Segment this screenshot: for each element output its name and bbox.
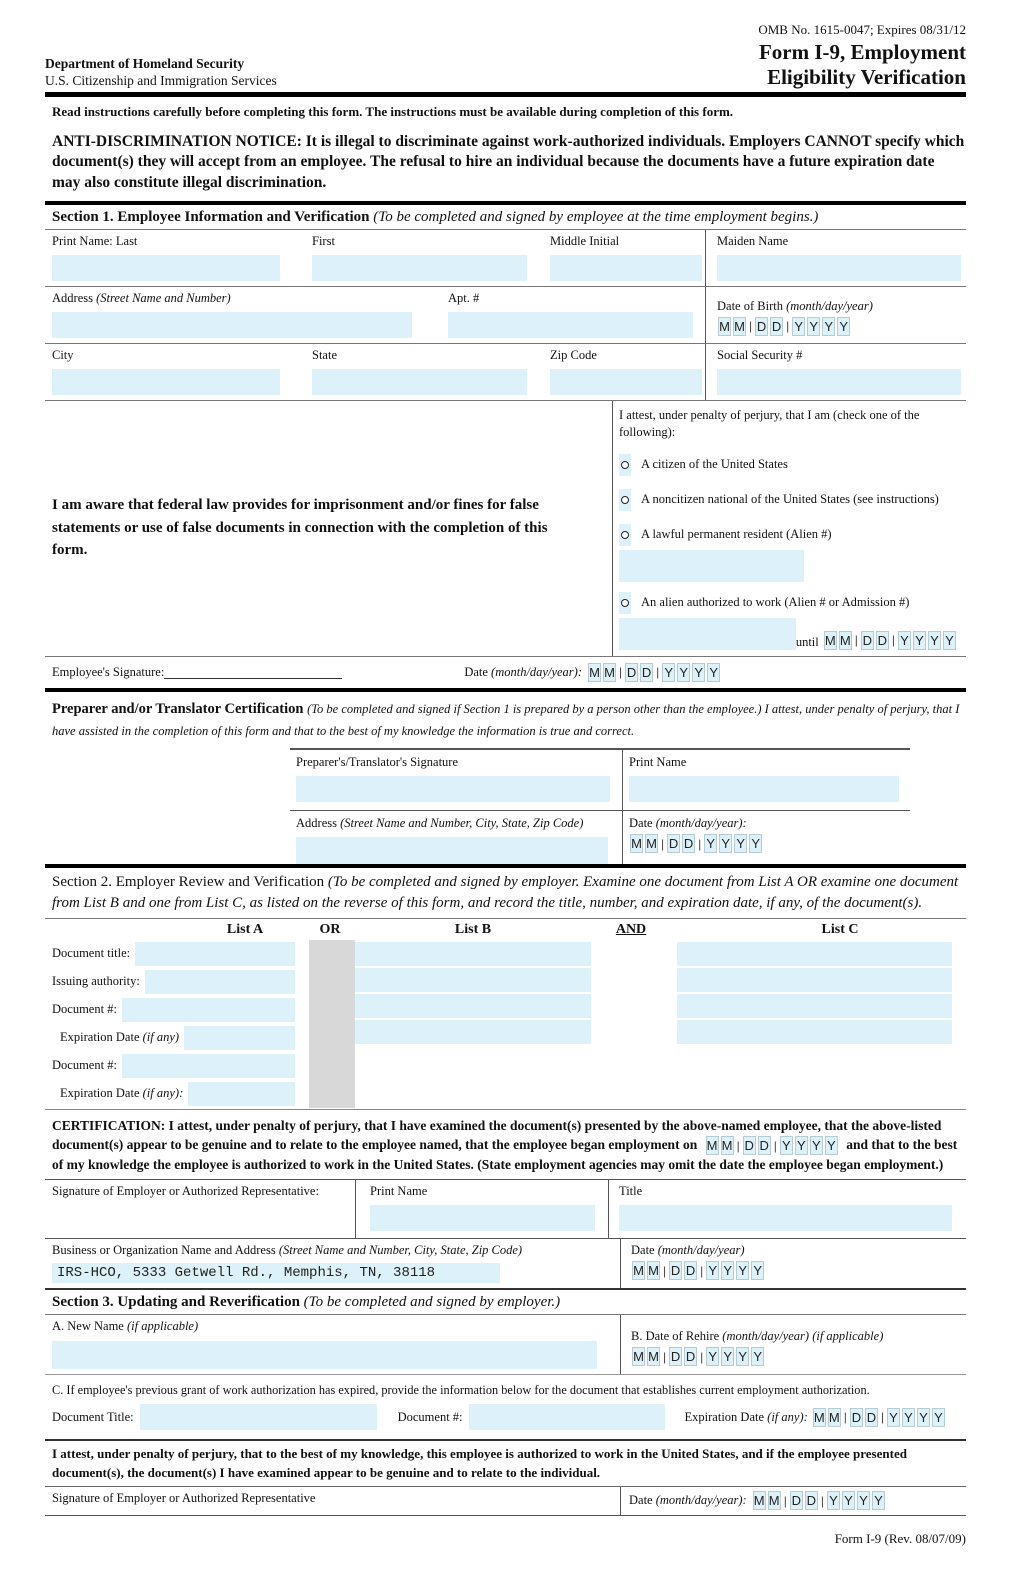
date-char-box[interactable]: M (828, 1409, 840, 1425)
date-char-box[interactable]: Y (898, 631, 911, 650)
zip-field[interactable] (550, 369, 702, 395)
preparer-signature-cell (290, 750, 622, 810)
date-separator: | (891, 633, 895, 648)
list-c-issuing-authority-field[interactable] (677, 968, 952, 992)
business-cell (45, 1239, 620, 1288)
omb-number: OMB No. 1615-0047; Expires 08/31/12 (758, 22, 966, 37)
date-char-box[interactable]: Y (751, 1347, 764, 1366)
date-char-box[interactable]: Y (749, 834, 762, 853)
list-a-expiration2-field[interactable] (188, 1082, 295, 1106)
federal-law-warning: I am aware that federal law provides for imprisonment and/or fines for false statements or use of false documents in connection with the completion of this form. (52, 497, 548, 559)
expiration-label: Expiration Date (if any) (60, 1030, 180, 1045)
date-char-box[interactable]: D (877, 632, 888, 648)
employer-signature-cell (45, 1180, 355, 1238)
date-char-box[interactable]: Y (822, 317, 835, 336)
list-a-expiration-field[interactable] (184, 1026, 295, 1050)
radio-highlight (619, 592, 631, 614)
until-date-boxes (823, 631, 957, 650)
date-char-box[interactable]: M (631, 836, 642, 852)
preparer-date-boxes (629, 834, 763, 853)
doc-number-row (45, 996, 295, 1024)
date-char-box[interactable]: D (685, 1349, 696, 1365)
employer-title-label: Title (619, 1184, 643, 1199)
date-separator: | (663, 1263, 667, 1278)
date-char-box[interactable]: D (670, 1263, 681, 1279)
date-char-box[interactable]: Y (913, 631, 926, 650)
preparer-printname-field[interactable] (629, 776, 899, 802)
date-char-box[interactable]: D (862, 632, 873, 648)
attestation-options (612, 401, 965, 656)
radio-highlight (619, 489, 631, 511)
read-instructions-note: Read instructions carefully before completing this form. The instructions must be available during completion of this form. (52, 103, 734, 119)
date-char-box[interactable]: M (839, 632, 851, 648)
expiration2-row (45, 1080, 295, 1108)
form-title-line-2: Eligibility Verification (767, 64, 966, 89)
until-row (619, 618, 957, 650)
list-c-header: List C (821, 921, 859, 937)
preparer-title: Preparer and/or Translator Certification (52, 700, 308, 717)
date-separator: | (661, 836, 665, 851)
or-column (295, 940, 355, 1108)
date-char-box[interactable]: M (648, 1263, 659, 1279)
list-b-doc-title-field[interactable] (355, 942, 591, 966)
certification-paragraph (52, 1116, 966, 1175)
dob-label: Date of Birth (month/day/year) (717, 298, 873, 313)
date-char-box[interactable]: D (744, 1138, 754, 1154)
divider (45, 1439, 966, 1441)
and-header: AND (615, 921, 647, 937)
dob-cell (705, 287, 965, 343)
date-char-box[interactable]: D (866, 1409, 877, 1425)
preparer-address-field[interactable] (296, 837, 608, 864)
date-char-box[interactable]: Y (917, 1408, 930, 1427)
document-list-table (45, 940, 966, 1110)
date-char-box[interactable]: M (719, 318, 730, 334)
middle-initial-label: Middle Initial (550, 233, 620, 248)
reverification-doc-row (52, 1404, 966, 1430)
until-label: until (795, 634, 819, 649)
doc-title3-label: Document Title: (52, 1409, 134, 1424)
rehire-row (45, 1315, 966, 1375)
date-separator: | (700, 1349, 704, 1364)
date-char-box[interactable]: Y (707, 663, 720, 682)
date-separator: | (783, 1493, 787, 1508)
new-name-cell (45, 1315, 620, 1374)
employer-date-cell (620, 1239, 965, 1288)
city-row (45, 344, 966, 401)
section1-title: Section 1. Employee Information and Verification (52, 208, 370, 225)
or-gray-bar (309, 940, 355, 1108)
agency-block (45, 56, 277, 90)
date-separator: | (698, 836, 702, 851)
date-char-box[interactable]: M (721, 1138, 733, 1154)
section3-note: (To be completed and signed by employer.) (303, 1294, 561, 1311)
zip-label: Zip Code (550, 347, 597, 362)
employer-title-cell (608, 1180, 965, 1238)
new-name-field[interactable] (52, 1341, 597, 1369)
date-char-box[interactable]: Y (706, 1261, 719, 1280)
doc-title-label: Document title: (52, 946, 131, 961)
date-char-box[interactable]: Y (825, 1136, 838, 1155)
date-char-box[interactable]: D (851, 1409, 862, 1425)
ssn-label: Social Security # (717, 347, 803, 362)
employer-date-label: Date (month/day/year) (631, 1243, 745, 1258)
section3-signature-label: Signature of Employer or Authorized Representative (52, 1491, 316, 1506)
date-char-box[interactable]: D (685, 1263, 696, 1279)
employee-date-label: Date (month/day/year): (464, 664, 582, 679)
form-revision-footer: Form I-9 (Rev. 08/07/09) (834, 1531, 966, 1547)
employer-signature-table (45, 1179, 966, 1239)
zip-cell (543, 344, 705, 400)
date-char-box[interactable]: D (759, 1138, 769, 1154)
date-separator: | (820, 1493, 824, 1508)
ssn-cell (705, 344, 965, 400)
apt-label: Apt. # (448, 290, 480, 305)
date-char-box[interactable]: Y (943, 631, 956, 650)
issuing-authority-row (45, 968, 295, 996)
date-char-box[interactable]: D (668, 836, 679, 852)
state-cell (305, 344, 543, 400)
date-char-box[interactable]: Y (721, 1347, 734, 1366)
section2-title: Section 2. Employer Review and Verification (52, 874, 328, 891)
doc-title3-field[interactable] (140, 1404, 377, 1430)
rehire-date-label: B. Date of Rehire (month/day/year) (if applicable) (631, 1329, 884, 1344)
date-char-box[interactable]: D (670, 1349, 681, 1365)
date-char-box[interactable]: M (648, 1349, 659, 1365)
certification-text-after: and that to the best of my knowledge the employee is authorized to work in the United States. (State employment agencies may omit the date the employee began employment.) (52, 1136, 958, 1173)
doc-number2-row (45, 1052, 295, 1080)
maiden-name-field[interactable] (717, 255, 961, 281)
address-cell (45, 287, 445, 343)
section3-attestation: I attest, under penalty of perjury, that to the best of my knowledge, this employee is authorized to work in the United States, and if the employee presented document(s), the document(s) I have examined appear to be genuine and to relate to the individual. (52, 1446, 907, 1480)
list-c-expiration-field[interactable] (677, 1020, 952, 1044)
form-title-line-1: Form I-9, Employment (758, 40, 966, 64)
date-char-box[interactable]: Y (807, 317, 820, 336)
option-alien-label: An alien authorized to work (Alien # or Admission #) (641, 595, 910, 610)
employee-signature-row (45, 657, 966, 692)
address-field[interactable] (52, 312, 412, 338)
date-separator: | (854, 633, 858, 648)
employer-signature-label: Signature of Employer or Authorized Representative: (52, 1184, 319, 1199)
section3-date-boxes (752, 1491, 886, 1510)
date-char-box[interactable]: D (791, 1493, 801, 1509)
date-char-box[interactable]: Y (857, 1491, 870, 1510)
date-separator: | (663, 1349, 667, 1364)
date-separator: | (843, 1410, 847, 1425)
preparer-address-label: Address (Street Name and Number, City, State, Zip Code) (296, 816, 584, 831)
section3-heading (45, 1290, 966, 1315)
preparer-signature-label: Preparer's/Translator's Signature (296, 755, 458, 770)
date-char-box[interactable]: M (706, 1138, 718, 1154)
last-name-field[interactable] (52, 255, 280, 281)
section3-signature-row (45, 1487, 966, 1516)
and-column (591, 940, 671, 1108)
date-separator: | (773, 1138, 777, 1153)
option-resident-label: A lawful permanent resident (Alien #) (641, 527, 832, 542)
exp3-date-boxes (812, 1408, 946, 1427)
list-b-column (355, 940, 591, 1108)
list-a-doc-number-field[interactable] (122, 998, 295, 1022)
date-char-box[interactable]: M (633, 1263, 644, 1279)
section3-date-label: Date (month/day/year): (629, 1493, 747, 1508)
employer-printname-field[interactable] (370, 1205, 595, 1231)
issuing-authority-label: Issuing authority: (52, 974, 140, 989)
date-char-box[interactable]: Y (792, 317, 805, 336)
section3-c-instruction: C. If employee's previous grant of work authorization has expired, provide the information below for the document that establishes current employment authorization. (52, 1383, 870, 1398)
employment-begin-date-boxes (705, 1136, 839, 1155)
expiration-row (45, 1024, 295, 1052)
anti-discrimination-notice: ANTI-DISCRIMINATION NOTICE: It is illegal to discriminate against work-authorized individuals. Employers CANNOT specify which document(s) they will accept from an employee. The refusal to hire an individual because the documents have a future expiration date may also constitute illegal discrimination. (52, 132, 965, 192)
state-label: State (312, 347, 337, 362)
business-label: Business or Organization Name and Address (Street Name and Number, City, State, Zip Code) (52, 1243, 523, 1258)
employee-signature-line[interactable] (164, 666, 342, 679)
city-cell (45, 344, 305, 400)
list-b-doc-number-field[interactable] (355, 994, 591, 1018)
date-char-box[interactable]: D (806, 1493, 816, 1509)
agency-line-1: Department of Homeland Security (45, 55, 245, 71)
preparer-date-label: Date (month/day/year): (629, 816, 747, 831)
or-header: OR (319, 921, 341, 937)
date-separator: | (700, 1263, 704, 1278)
date-char-box[interactable]: D (771, 318, 782, 334)
option-alien-authorized (619, 592, 957, 614)
list-a-doc-number2-field[interactable] (122, 1054, 295, 1078)
new-name-label: A. New Name (if applicable) (52, 1319, 199, 1334)
list-b-expiration-field[interactable] (355, 1020, 591, 1044)
list-a-issuing-authority-field[interactable] (145, 970, 295, 994)
address-label: Address (Street Name and Number) (52, 290, 231, 305)
business-row (45, 1239, 966, 1290)
option-citizen (619, 454, 957, 476)
date-char-box[interactable]: Y (842, 1491, 855, 1510)
date-char-box[interactable]: M (768, 1493, 780, 1509)
employer-date-boxes (631, 1261, 765, 1280)
employer-printname-cell (355, 1180, 608, 1238)
list-b-issuing-authority-field[interactable] (355, 968, 591, 992)
date-char-box[interactable]: Y (932, 1408, 945, 1427)
date-char-box[interactable]: Y (736, 1261, 749, 1280)
date-char-box[interactable]: Y (887, 1408, 900, 1427)
attestation-block (45, 401, 966, 657)
date-char-box[interactable]: D (756, 318, 767, 334)
date-char-box[interactable]: M (604, 664, 615, 680)
list-c-doc-number-field[interactable] (677, 994, 952, 1018)
form-header (45, 22, 966, 97)
address-row (45, 287, 966, 344)
date-char-box[interactable]: Y (780, 1136, 793, 1155)
employer-title-field[interactable] (619, 1205, 952, 1231)
date-char-box[interactable]: Y (662, 663, 675, 682)
list-b-header: List B (454, 921, 492, 937)
section1-note: (To be completed and signed by employee at the time employment begins.) (373, 208, 819, 225)
option-permanent-resident (619, 524, 957, 546)
preparer-printname-cell (622, 750, 910, 810)
date-separator: | (656, 665, 660, 680)
preparer-signature-field[interactable] (296, 776, 610, 802)
date-char-box[interactable]: Y (706, 1347, 719, 1366)
doc-number-label: Document #: (52, 1002, 117, 1017)
section1-heading (45, 205, 966, 230)
date-char-box[interactable]: Y (736, 1347, 749, 1366)
date-char-box[interactable]: M (646, 836, 657, 852)
doc-num3-label: Document #: (397, 1409, 463, 1424)
preparer-table (290, 748, 910, 864)
title-block (758, 22, 966, 90)
employee-date-boxes (587, 663, 721, 682)
doc-title-row (45, 940, 295, 968)
radio-resident-icon[interactable] (621, 531, 629, 539)
date-char-box[interactable]: D (641, 664, 652, 680)
maiden-name-label: Maiden Name (717, 233, 789, 248)
maiden-name-cell (705, 230, 965, 286)
city-label: City (52, 347, 74, 362)
date-char-box[interactable]: Y (692, 663, 705, 682)
radio-citizen-icon[interactable] (621, 461, 629, 469)
date-separator: | (749, 319, 753, 334)
radio-alien-icon[interactable] (621, 599, 629, 607)
list-a-header: List A (226, 921, 264, 937)
date-char-box[interactable]: M (734, 318, 745, 334)
employee-date-group (464, 663, 721, 682)
date-char-box[interactable]: Y (751, 1261, 764, 1280)
alien-number-field[interactable] (619, 550, 804, 582)
list-header-row (45, 919, 966, 940)
date-char-box[interactable]: Y (837, 317, 850, 336)
date-char-box[interactable]: D (683, 836, 694, 852)
first-name-cell (305, 230, 543, 286)
date-char-box[interactable]: D (626, 664, 637, 680)
section3-title: Section 3. Updating and Reverification (52, 1294, 304, 1311)
preparer-printname-label: Print Name (629, 755, 687, 770)
section2-note: (To be completed and signed by employer. Examine one document from List A OR examine one document from List B and one from List C, as listed on the reverse of this form, and record the title, number, and expiration date, if any, of the document(s). (52, 874, 959, 912)
date-char-box[interactable]: Y (719, 834, 732, 853)
radio-highlight (619, 454, 631, 476)
city-field[interactable] (52, 369, 280, 395)
date-char-box[interactable]: Y (734, 834, 747, 853)
date-char-box[interactable]: Y (810, 1136, 823, 1155)
name-row (45, 230, 966, 287)
date-char-box[interactable]: Y (721, 1261, 734, 1280)
middle-initial-cell (543, 230, 705, 286)
list-c-doc-title-field[interactable] (677, 942, 952, 966)
radio-noncitizen-icon[interactable] (621, 496, 629, 504)
section2-heading (45, 868, 966, 918)
last-name-label: Print Name: Last (52, 233, 138, 248)
expiration2-label: Expiration Date (if any): (60, 1086, 184, 1101)
first-name-label: First (312, 233, 335, 248)
section3-date-cell (620, 1487, 965, 1515)
list-a-column (45, 940, 295, 1108)
agency-line-2: U.S. Citizenship and Immigration Services (45, 72, 277, 88)
dob-date-boxes (717, 317, 851, 336)
option-noncitizen-label: A noncitizen national of the United States (see instructions) (641, 492, 939, 507)
employee-signature-label: Employee's Signature: (52, 664, 165, 679)
date-char-box[interactable]: Y (677, 663, 690, 682)
date-char-box[interactable]: Y (928, 631, 941, 650)
preparer-note: (To be completed and signed if Section 1 is prepared by a person other than the employee.) I attest, under penalty of perjury, that I have assisted in the completion of this form and that to the best of my knowledge the information is true and correct. (52, 701, 960, 738)
admission-number-field[interactable] (619, 618, 796, 650)
rehire-date-boxes (631, 1347, 765, 1366)
doc-number2-label: Document #: (52, 1058, 117, 1073)
apt-cell (445, 287, 705, 343)
preparer-date-cell (622, 810, 910, 864)
date-separator: | (619, 665, 623, 680)
date-char-box[interactable]: M (753, 1493, 765, 1509)
option-noncitizen (619, 489, 957, 511)
business-name-value[interactable]: IRS-HCO, 5333 Getwell Rd., Memphis, TN, 38118 (52, 1263, 500, 1283)
date-char-box[interactable]: Y (795, 1136, 808, 1155)
date-char-box[interactable]: M (813, 1409, 825, 1425)
certification-text-before: CERTIFICATION: I attest, under penalty of perjury, that I have examined the document(s) presented by the above-named employee, that the above-listed document(s) appear to be genuine and to relate to the employee named, that the employee began employment on (52, 1117, 942, 1152)
employer-printname-label: Print Name (370, 1184, 428, 1199)
date-char-box[interactable]: Y (704, 834, 717, 853)
date-char-box[interactable]: M (633, 1349, 644, 1365)
date-separator: | (786, 319, 790, 334)
date-separator: | (880, 1410, 885, 1425)
list-a-doc-title-field[interactable] (135, 942, 295, 966)
exp3-label: Expiration Date (if any): (684, 1409, 808, 1424)
ssn-field[interactable] (717, 369, 961, 395)
date-char-box[interactable]: M (589, 664, 600, 680)
doc-num3-field[interactable] (469, 1404, 665, 1430)
attest-intro: I attest, under penalty of perjury, that I am (check one of the following): (619, 407, 920, 439)
first-name-field[interactable] (312, 255, 527, 281)
middle-initial-field[interactable] (550, 255, 702, 281)
preparer-heading (52, 698, 966, 743)
preparer-address-cell (290, 810, 622, 864)
date-char-box[interactable]: Y (872, 1491, 885, 1510)
option-citizen-label: A citizen of the United States (641, 457, 788, 472)
date-char-box[interactable]: Y (902, 1408, 915, 1427)
date-separator: | (736, 1138, 740, 1153)
radio-highlight (619, 524, 631, 546)
last-name-cell (45, 230, 305, 286)
apt-field[interactable] (448, 312, 693, 338)
list-c-column (671, 940, 965, 1108)
state-field[interactable] (312, 369, 527, 395)
rehire-date-cell (620, 1315, 965, 1374)
date-char-box[interactable]: M (824, 632, 836, 648)
date-char-box[interactable]: Y (827, 1491, 840, 1510)
